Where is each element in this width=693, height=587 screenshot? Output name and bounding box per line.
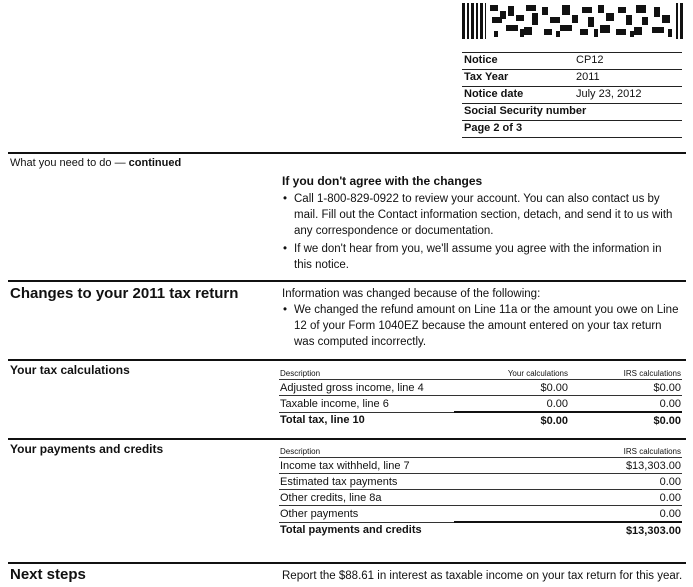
- table-total-row: [279, 412, 682, 428]
- notice-value: CP12: [576, 54, 604, 66]
- table-row: [279, 380, 682, 396]
- what-to-do-heading-continued: continued: [128, 157, 182, 169]
- row-description: Adjusted gross income, line 4: [279, 380, 454, 396]
- notice-label: Notice: [464, 54, 498, 66]
- changes-bullet: • We changed the refund amount on Line 11a or the amount you owe on Line 12 of your Form 1040EZ because the amount entered on your tax return was computed incorrectly.: [294, 302, 682, 350]
- row-irs-value: 0.00: [569, 490, 682, 506]
- col-your-calculations: Your calculations: [507, 369, 568, 378]
- section-divider: [8, 438, 686, 440]
- payments-heading: Your payments and credits: [10, 442, 164, 456]
- table-row: [279, 396, 682, 413]
- barcode: [462, 3, 686, 39]
- table-total-row: [279, 522, 682, 538]
- tax-year-value: 2011: [576, 71, 600, 83]
- col-description: Description: [280, 369, 321, 378]
- changes-intro: Information was changed because of the following:: [282, 288, 541, 300]
- notice-date-row: [462, 86, 682, 103]
- tax-year-label: Tax Year: [464, 71, 509, 83]
- tax-year-row: [462, 69, 682, 86]
- notice-row: [462, 52, 682, 69]
- table-header: [279, 366, 682, 380]
- row-your-value: $0.00: [454, 380, 569, 396]
- section-divider: [8, 562, 686, 564]
- ssn-label: Social Security number: [464, 105, 587, 117]
- notice-date-value: July 23, 2012: [576, 88, 642, 100]
- col-irs-calculations: IRS calculations: [623, 447, 681, 456]
- total-description: Total payments and credits: [279, 522, 454, 538]
- row-irs-value: 0.00: [569, 506, 682, 523]
- row-irs-value: 0.00: [569, 474, 682, 490]
- what-to-do-heading-prefix: What you need to do —: [10, 157, 129, 169]
- row-irs-value: 0.00: [569, 396, 682, 413]
- page-number: Page 2 of 3: [464, 122, 523, 134]
- next-steps-heading: Next steps: [10, 566, 86, 583]
- section-divider: [8, 152, 686, 154]
- tax-calculations-table: [279, 366, 682, 428]
- changes-heading: Changes to your 2011 tax return: [10, 285, 239, 302]
- payments-table: [279, 444, 682, 538]
- row-description: Other credits, line 8a: [279, 490, 454, 506]
- row-irs-value: $0.00: [569, 380, 682, 396]
- row-description: Estimated tax payments: [279, 474, 454, 490]
- table-row: [279, 474, 682, 490]
- ssn-row: [462, 103, 682, 120]
- col-irs-calculations: IRS calculations: [623, 369, 681, 378]
- table-row: [279, 458, 682, 474]
- changes-section: [282, 302, 682, 352]
- disagree-section: [282, 191, 682, 275]
- section-divider: [8, 280, 686, 282]
- row-description: Taxable income, line 6: [279, 396, 454, 413]
- next-steps-text: Report the $88.61 in interest as taxable income on your tax return for this year.: [282, 570, 683, 582]
- notice-date-label: Notice date: [464, 88, 524, 100]
- disagree-bullet-no-reply: • If we don't hear from you, we'll assume you agree with the information in this notice.: [294, 241, 682, 273]
- row-description: Other payments: [279, 506, 454, 523]
- row-description: Income tax withheld, line 7: [279, 458, 454, 474]
- row-your-value: 0.00: [454, 396, 569, 413]
- row-irs-value: $13,303.00: [569, 458, 682, 474]
- disagree-bullet-call: • Call 1-800-829-0922 to review your account. You can also contact us by mail. Fill out the Contact information section, detach, and send it to us with any correspondence or documentation.: [294, 191, 682, 239]
- total-description: Total tax, line 10: [279, 412, 454, 428]
- notice-info-box: [462, 52, 682, 138]
- table-row: [279, 490, 682, 506]
- section-divider: [8, 359, 686, 361]
- what-to-do-heading: [10, 157, 181, 169]
- tax-calculations-heading: Your tax calculations: [10, 363, 130, 377]
- total-irs-value: $13,303.00: [569, 522, 682, 538]
- table-row: [279, 506, 682, 523]
- total-your-value: $0.00: [454, 412, 569, 428]
- disagree-title: If you don't agree with the changes: [282, 174, 483, 188]
- page-row: [462, 120, 682, 138]
- table-header: [279, 444, 682, 458]
- total-irs-value: $0.00: [569, 412, 682, 428]
- col-description: Description: [280, 447, 321, 456]
